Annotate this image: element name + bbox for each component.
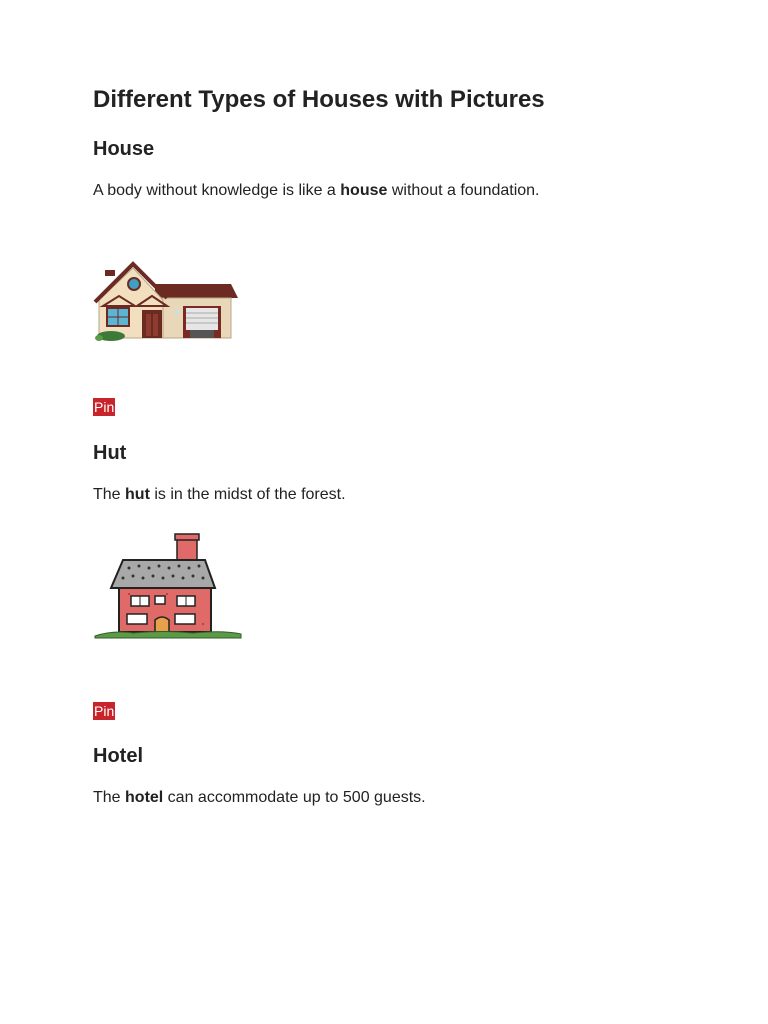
sentence-text: can accommodate up to 500 guests. [163,789,426,806]
keyword: hut [125,486,150,503]
house-illustration [93,258,241,342]
sentence-text: The [93,486,126,503]
section-heading-hotel: Hotel [93,745,143,767]
section-heading-house: House [93,138,155,160]
hut-illustration [93,530,243,642]
pin-button-house[interactable]: Pin [94,399,115,415]
sentence-text: without a foundation. [387,182,540,199]
section-sentence-house [93,182,540,200]
sentence-text: A body without knowledge is like a [93,182,341,199]
section-heading-hut: Hut [93,442,127,464]
page-title: Different Types of Houses with Pictures [93,86,545,113]
sentence-text: The [93,789,126,806]
sentence-text: is in the midst of the forest. [149,486,346,503]
keyword: hotel [125,789,164,806]
keyword: house [340,182,388,199]
section-sentence-hotel [93,789,426,807]
section-sentence-hut [93,486,346,504]
pin-button-hut[interactable]: Pin [94,703,115,719]
